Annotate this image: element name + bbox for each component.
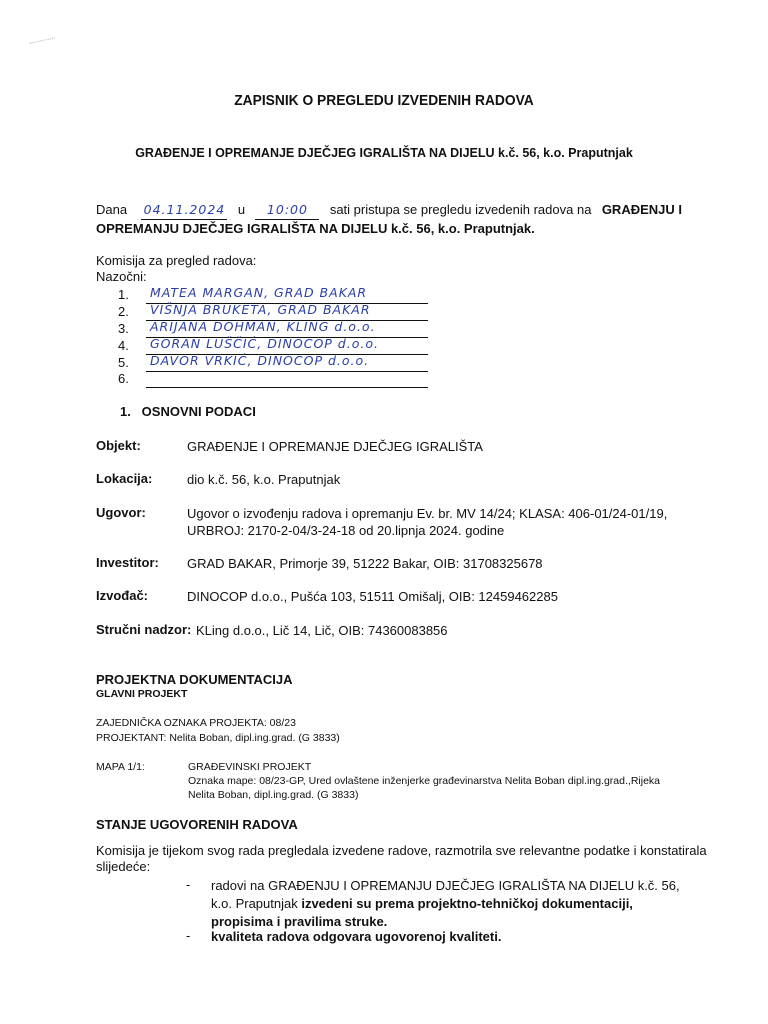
map-desc: Oznaka mape: 08/23-GP, Ured ovlaštene inženjerke građevinarstva Nelita Boban dipl.ing.grad.,Rijeka	[188, 775, 660, 787]
document-subtitle: GRAĐENJE I OPREMANJE DJEČJEG IGRALIŠTA NA DIJELU k.č. 56, k.o. Praputnjak	[135, 146, 633, 160]
member-name: GORAN LUŠČIĆ, DINOCOP d.o.o.	[150, 336, 379, 351]
intro-prefix: Dana	[96, 202, 128, 217]
bullet-text: radovi na GRAĐENJU I OPREMANJU DJEČJEG IGRALIŠTA NA DIJELU k.č. 56, k.o. Praputnjak izvedeni su prema projektno-tehničkoj dokumentaciji, propisima i pravilima struke.	[211, 878, 680, 929]
member-row: 2. VIŠNJA BRUKETA, GRAD BAKAR	[118, 304, 144, 321]
project-docs-heading: PROJEKTNA DOKUMENTACIJA	[96, 672, 293, 687]
member-name: MATEA MARGAN, GRAD BAKAR	[150, 285, 368, 300]
intro-paragraph	[96, 201, 682, 238]
document-title: ZAPISNIK O PREGLEDU IZVEDENIH RADOVA	[234, 92, 534, 109]
row-value-cont: URBROJ: 2170-2-04/3-24-18 od 20.lipnja 2024. godine	[187, 523, 505, 538]
row-label: Objekt:	[96, 438, 141, 453]
project-docs-subheading: GLAVNI PROJEKT	[96, 688, 188, 700]
member-name: VIŠNJA BRUKETA, GRAD BAKAR	[150, 302, 371, 317]
status-heading: STANJE UGOVORENIH RADOVA	[96, 817, 298, 832]
member-name: DAVOR VRKIĆ, DINOCOP d.o.o.	[150, 353, 370, 368]
row-value: GRAD BAKAR, Primorje 39, 51222 Bakar, OIB: 31708325678	[187, 556, 543, 571]
intro-suffix: sati pristupa se pregledu izvedenih radova na	[329, 202, 592, 217]
member-row: 3. ARIJANA DOHMAN, KLING d.o.o.	[118, 321, 144, 338]
map-title: GRAĐEVINSKI PROJEKT	[188, 761, 312, 773]
row-value: Ugovor o izvođenju radova i opremanju Ev. br. MV 14/24; KLASA: 406-01/24-01/19,	[187, 506, 668, 521]
intro-bold-1: GRAĐENJU I	[601, 202, 682, 217]
member-row: 5. DAVOR VRKIĆ, DINOCOP d.o.o.	[118, 355, 144, 372]
scan-mark	[29, 37, 56, 50]
intro-time: 10:00	[255, 201, 319, 220]
present-label: Nazočni:	[96, 269, 147, 284]
bullet-mark: -	[186, 928, 191, 943]
project-designer: PROJEKTANT: Nelita Boban, dipl.ing.grad. (G 3833)	[96, 732, 340, 744]
section-heading-basic: 1. OSNOVNI PODACI	[120, 404, 256, 419]
row-label: Ugovor:	[96, 505, 146, 520]
row-label: Investitor:	[96, 555, 159, 570]
map-label: MAPA 1/1:	[96, 761, 145, 773]
commission-label: Komisija za pregled radova:	[96, 253, 257, 268]
member-row: 4. GORAN LUŠČIĆ, DINOCOP d.o.o.	[118, 338, 144, 355]
row-label: Lokacija:	[96, 471, 153, 486]
row-label: Stručni nadzor:	[96, 622, 192, 637]
intro-date: 04.11.2024	[141, 201, 227, 220]
status-paragraph-cont: slijedeće:	[96, 859, 151, 874]
row-value: GRAĐENJE I OPREMANJE DJEČJEG IGRALIŠTA	[187, 439, 483, 454]
bullet-mark: -	[186, 877, 191, 892]
project-code: ZAJEDNIČKA OZNAKA PROJEKTA: 08/23	[96, 717, 296, 729]
row-value: dio k.č. 56, k.o. Praputnjak	[187, 472, 341, 487]
status-paragraph: Komisija je tijekom svog rada pregledala izvedene radove, razmotrila sve relevantne podatke i konstatirala	[96, 843, 707, 858]
row-value: KLing d.o.o., Lič 14, Lič, OIB: 74360083856	[196, 623, 448, 638]
member-row: 6.	[118, 371, 144, 388]
intro-mid: u	[237, 202, 246, 217]
row-label: Izvođač:	[96, 588, 149, 603]
member-name: ARIJANA DOHMAN, KLING d.o.o.	[150, 319, 376, 334]
map-desc-cont: Nelita Boban, dipl.ing.grad. (G 3833)	[188, 789, 359, 801]
intro-bold-2: OPREMANJU DJEČJEG IGRALIŠTA NA DIJELU k.č. 56, k.o. Praputnjak.	[96, 221, 535, 236]
row-value: DINOCOP d.o.o., Pušća 103, 51511 Omišalj, OIB: 12459462285	[187, 589, 558, 604]
bullet-text: kvaliteta radova odgovara ugovorenoj kvaliteti.	[211, 929, 502, 944]
member-row: 1. MATEA MARGAN, GRAD BAKAR	[118, 287, 144, 304]
